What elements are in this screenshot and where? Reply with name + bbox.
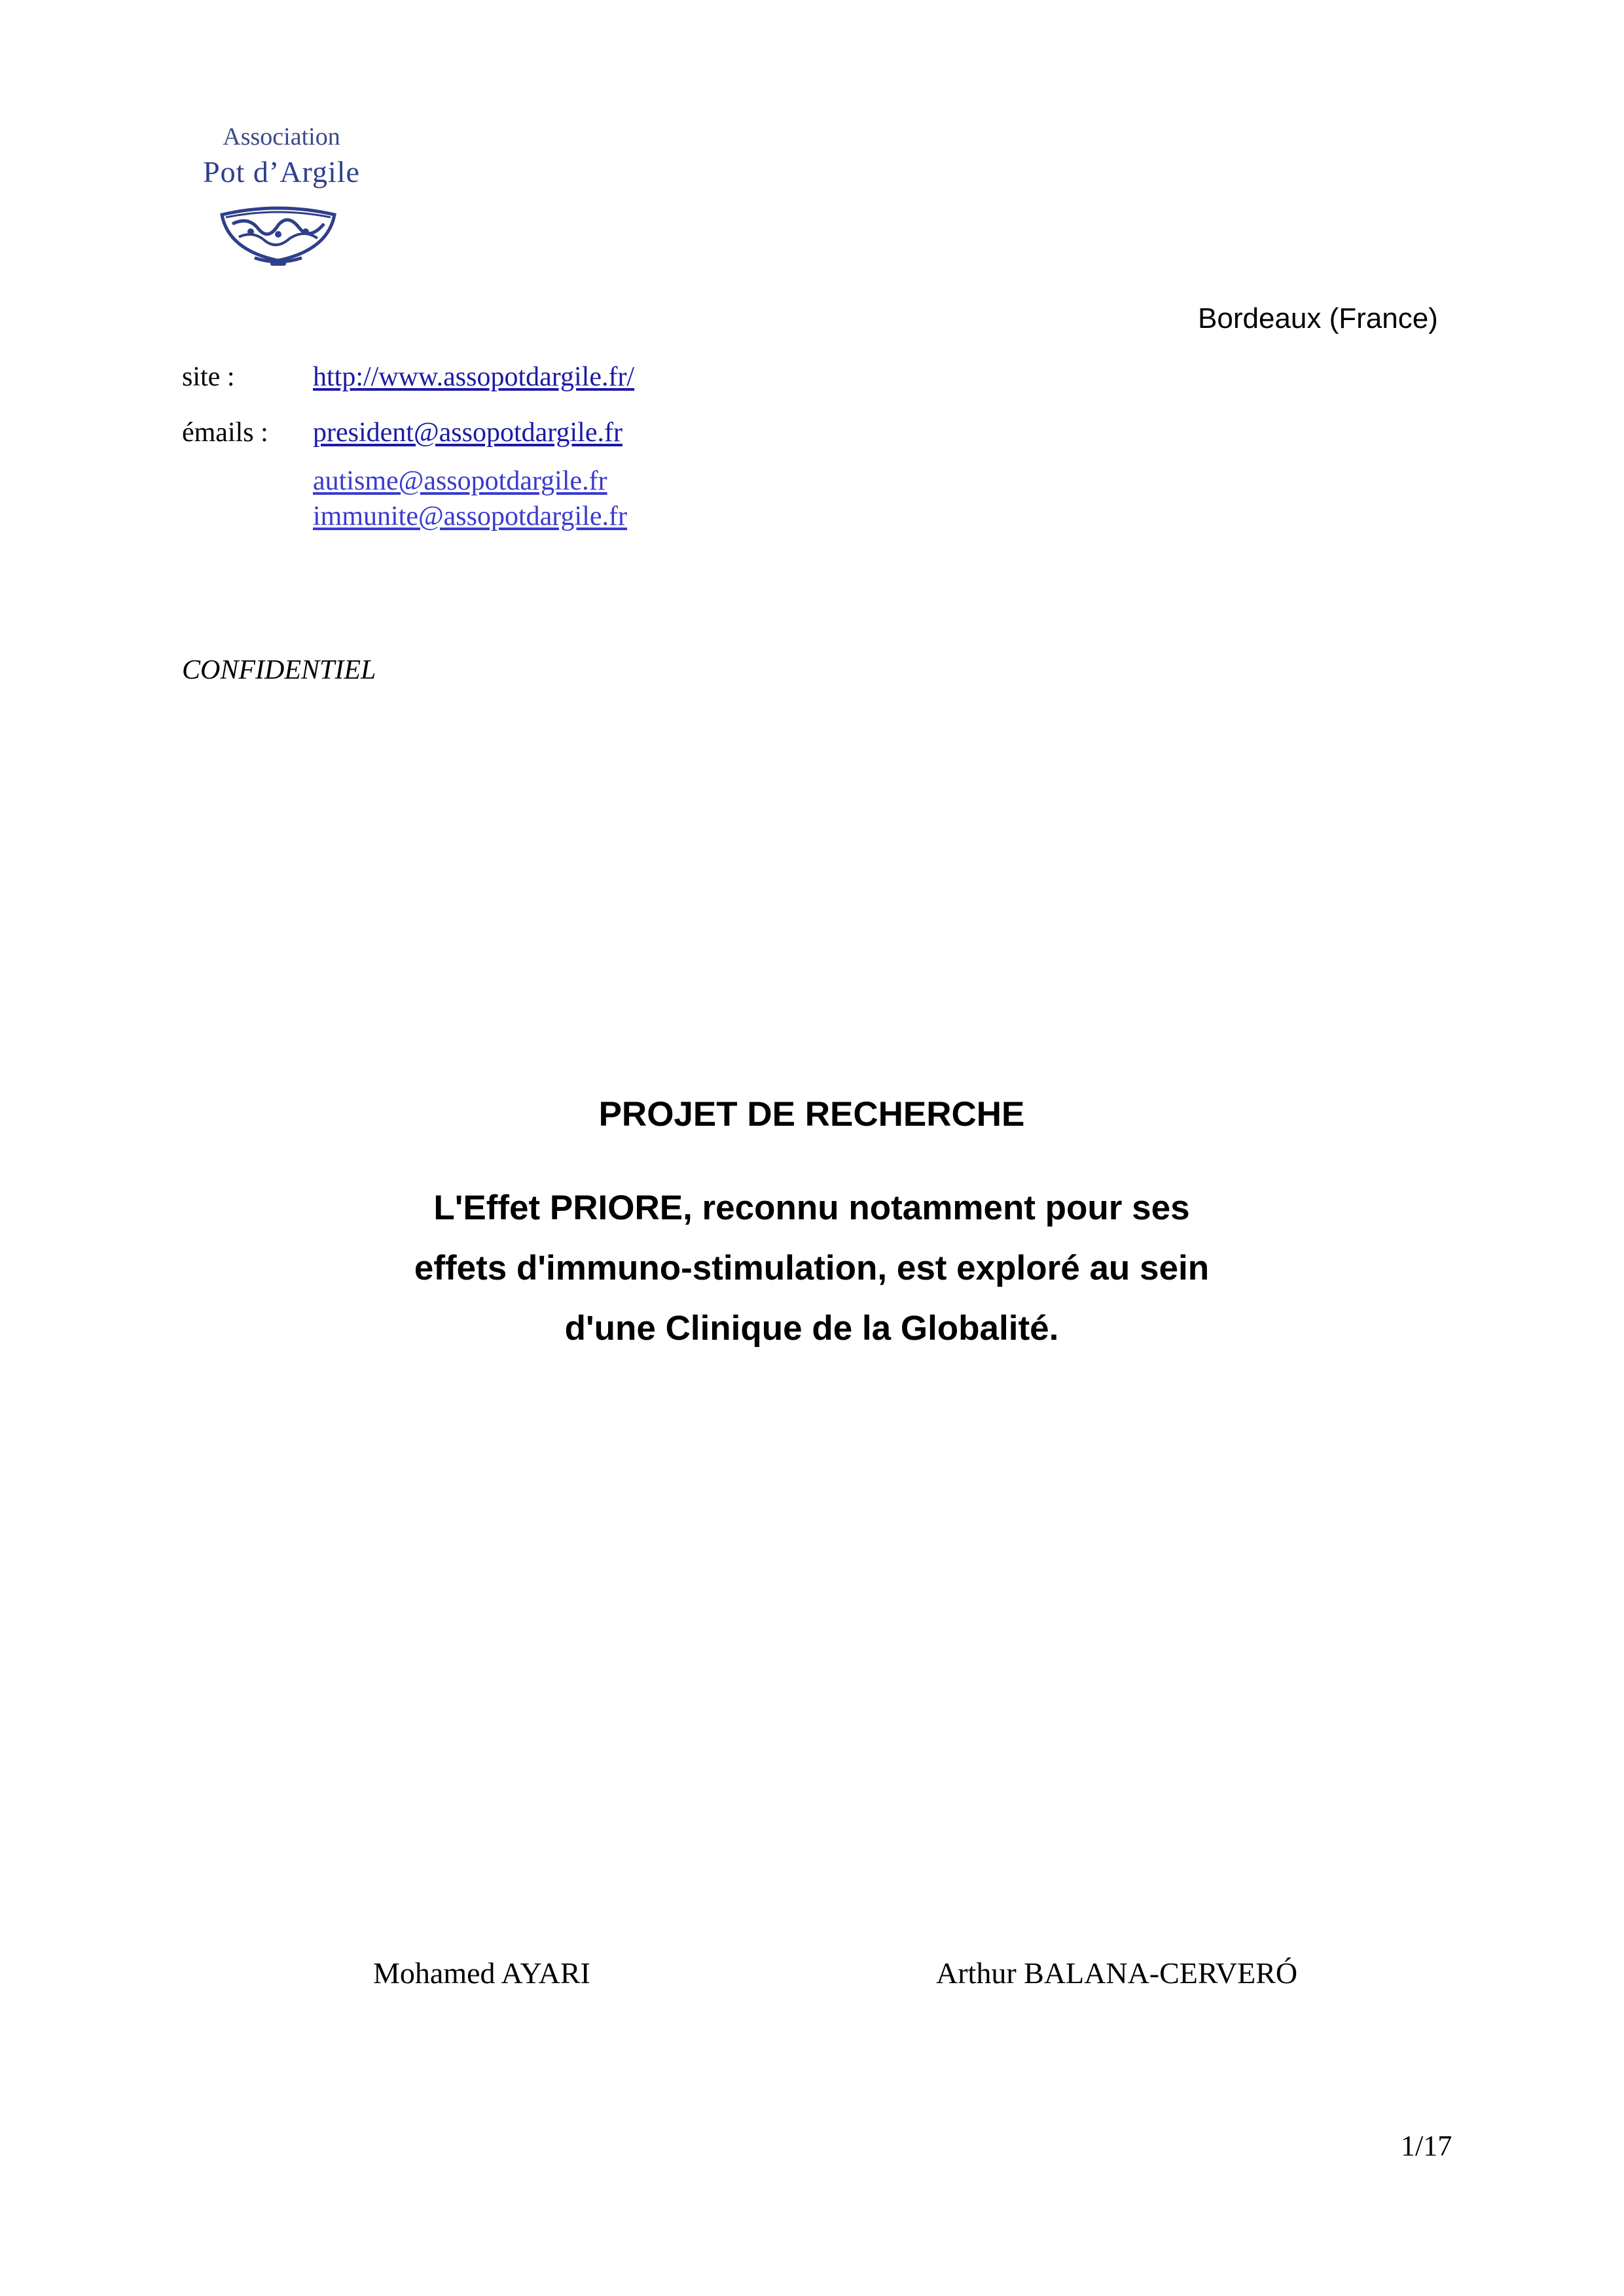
email-autisme-link[interactable]: autisme@assopotdargile.fr bbox=[313, 466, 607, 496]
location-text: Bordeaux (France) bbox=[1198, 302, 1438, 334]
email-president-link[interactable]: president@assopotdargile.fr bbox=[313, 418, 623, 448]
author-name: Arthur BALANA-CERVERÓ bbox=[936, 1956, 1298, 1990]
site-url-link[interactable]: http://www.assopotdargile.fr/ bbox=[313, 362, 635, 392]
association-logo bbox=[164, 124, 399, 275]
logo-association-text: Association bbox=[223, 123, 340, 151]
author-name: Mohamed AYARI bbox=[373, 1956, 590, 1990]
confidential-label: CONFIDENTIEL bbox=[182, 655, 376, 685]
project-subtitle bbox=[157, 1178, 1466, 1359]
project-heading: PROJET DE RECHERCHE bbox=[598, 1095, 1025, 1134]
clay-bowl-logo-icon bbox=[213, 198, 344, 270]
subtitle-line: effets d'immuno-stimulation, est exploré au sein bbox=[414, 1249, 1210, 1287]
site-label: site : bbox=[182, 362, 235, 392]
page-number: 1/17 bbox=[1401, 2130, 1453, 2162]
logo-name-text: Pot d’Argile bbox=[203, 155, 360, 188]
emails-label: émails : bbox=[182, 418, 268, 448]
email-immunite-link[interactable]: immunite@assopotdargile.fr bbox=[313, 501, 627, 531]
subtitle-line: d'une Clinique de la Globalité. bbox=[564, 1309, 1059, 1348]
subtitle-line: L'Effet PRIORE, reconnu notamment pour ses bbox=[433, 1189, 1190, 1227]
